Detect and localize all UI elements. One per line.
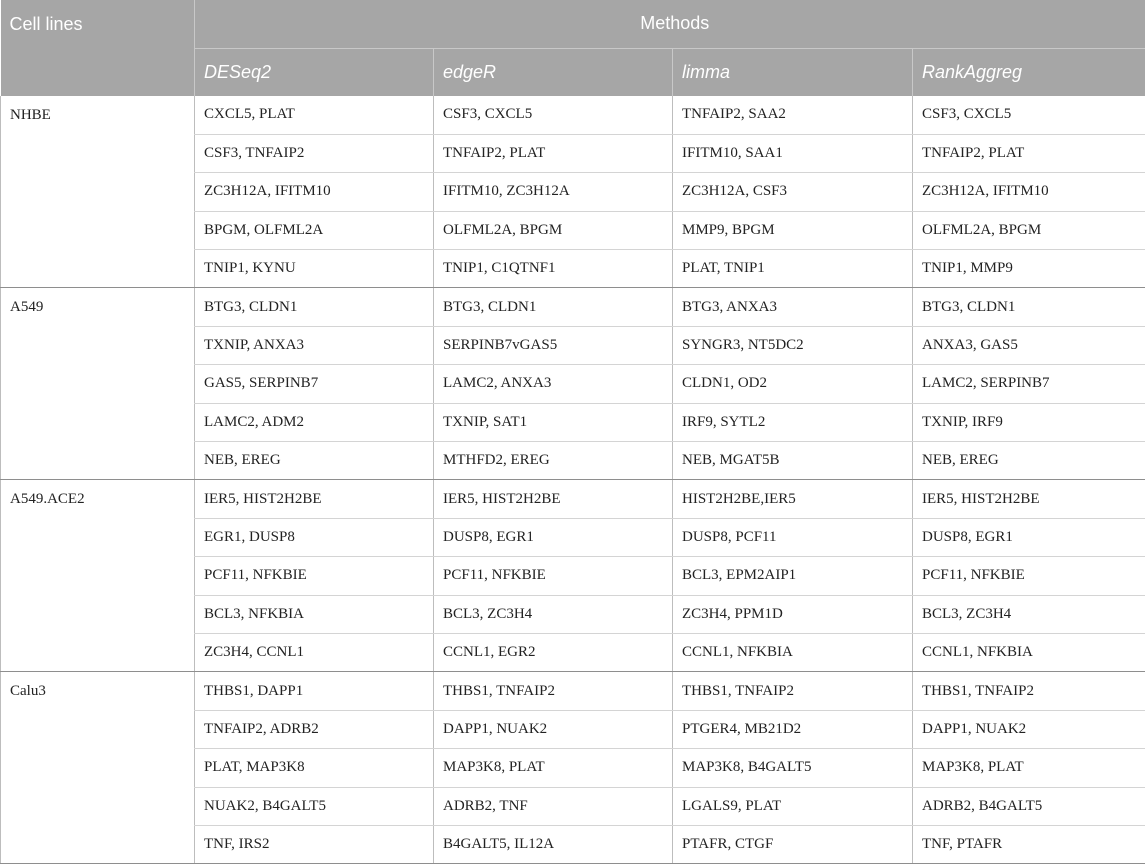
gene-pair-cell: TNIP1, MMP9 bbox=[913, 250, 1145, 288]
table-header bbox=[1, 0, 1145, 96]
gene-pair-cell: CLDN1, OD2 bbox=[673, 365, 913, 403]
gene-pair-cell: TNIP1, C1QTNF1 bbox=[434, 250, 673, 288]
gene-pair-cell: CSF3, CXCL5 bbox=[913, 96, 1145, 134]
gene-pair-cell: BCL3, ZC3H4 bbox=[913, 595, 1145, 633]
cell-line-label: A549.ACE2 bbox=[1, 480, 195, 672]
gene-pair-cell: ZC3H12A, IFITM10 bbox=[913, 173, 1145, 211]
gene-pair-cell: LAMC2, ANXA3 bbox=[434, 365, 673, 403]
gene-pair-cell: CCNL1, NFKBIA bbox=[913, 633, 1145, 671]
gene-pair-cell: IER5, HIST2H2BE bbox=[434, 480, 673, 518]
gene-pair-cell: DAPP1, NUAK2 bbox=[434, 710, 673, 748]
gene-pair-cell: TNFAIP2, PLAT bbox=[913, 134, 1145, 172]
gene-pair-cell: ADRB2, TNF bbox=[434, 787, 673, 825]
gene-pair-cell: BCL3, ZC3H4 bbox=[434, 595, 673, 633]
method-header-deseq2: DESeq2 bbox=[195, 48, 434, 96]
gene-pair-cell: GAS5, SERPINB7 bbox=[195, 365, 434, 403]
gene-pair-cell: HIST2H2BE,IER5 bbox=[673, 480, 913, 518]
table-row bbox=[1, 480, 1145, 518]
table-row bbox=[1, 96, 1145, 134]
gene-pair-cell: CXCL5, PLAT bbox=[195, 96, 434, 134]
gene-pair-cell: SERPINB7vGAS5 bbox=[434, 326, 673, 364]
gene-pair-cell: MTHFD2, EREG bbox=[434, 442, 673, 480]
gene-pair-cell: ZC3H4, PPM1D bbox=[673, 595, 913, 633]
gene-pair-cell: MAP3K8, B4GALT5 bbox=[673, 749, 913, 787]
gene-pair-cell: BTG3, CLDN1 bbox=[913, 288, 1145, 326]
gene-pair-cell: DUSP8, EGR1 bbox=[913, 518, 1145, 556]
gene-pair-cell: CSF3, CXCL5 bbox=[434, 96, 673, 134]
gene-pair-cell: BCL3, NFKBIA bbox=[195, 595, 434, 633]
gene-pair-cell: IER5, HIST2H2BE bbox=[913, 480, 1145, 518]
gene-pair-cell: TNF, IRS2 bbox=[195, 825, 434, 863]
gene-pair-cell: CCNL1, NFKBIA bbox=[673, 633, 913, 671]
gene-pair-cell: ZC3H12A, CSF3 bbox=[673, 173, 913, 211]
gene-pair-cell: BPGM, OLFML2A bbox=[195, 211, 434, 249]
gene-pair-cell: DUSP8, PCF11 bbox=[673, 518, 913, 556]
gene-pair-cell: IFITM10, SAA1 bbox=[673, 134, 913, 172]
gene-pair-cell: THBS1, TNFAIP2 bbox=[913, 672, 1145, 710]
gene-pair-cell: NUAK2, B4GALT5 bbox=[195, 787, 434, 825]
gene-pair-cell: MMP9, BPGM bbox=[673, 211, 913, 249]
gene-pair-cell: CCNL1, EGR2 bbox=[434, 633, 673, 671]
gene-pair-cell: ZC3H12A, IFITM10 bbox=[195, 173, 434, 211]
table-row bbox=[1, 288, 1145, 326]
gene-pair-cell: BCL3, EPM2AIP1 bbox=[673, 557, 913, 595]
gene-pair-cell: DUSP8, EGR1 bbox=[434, 518, 673, 556]
cell-line-label: NHBE bbox=[1, 96, 195, 288]
gene-pair-cell: IRF9, SYTL2 bbox=[673, 403, 913, 441]
gene-pair-cell: PLAT, MAP3K8 bbox=[195, 749, 434, 787]
gene-pair-cell: PLAT, TNIP1 bbox=[673, 250, 913, 288]
method-header-edger: edgeR bbox=[434, 48, 673, 96]
gene-pair-cell: TXNIP, ANXA3 bbox=[195, 326, 434, 364]
gene-pair-cell: NEB, EREG bbox=[195, 442, 434, 480]
gene-pair-cell: PCF11, NFKBIE bbox=[913, 557, 1145, 595]
method-header-limma: limma bbox=[673, 48, 913, 96]
gene-pair-cell: TNFAIP2, PLAT bbox=[434, 134, 673, 172]
gene-pair-cell: BTG3, ANXA3 bbox=[673, 288, 913, 326]
gene-pair-cell: THBS1, DAPP1 bbox=[195, 672, 434, 710]
gene-pair-cell: THBS1, TNFAIP2 bbox=[434, 672, 673, 710]
gene-pair-cell: TNFAIP2, SAA2 bbox=[673, 96, 913, 134]
gene-pair-cell: CSF3, TNFAIP2 bbox=[195, 134, 434, 172]
gene-pair-cell: TNIP1, KYNU bbox=[195, 250, 434, 288]
gene-pair-cell: MAP3K8, PLAT bbox=[434, 749, 673, 787]
gene-pair-cell: ADRB2, B4GALT5 bbox=[913, 787, 1145, 825]
gene-pair-cell: DAPP1, NUAK2 bbox=[913, 710, 1145, 748]
cell-line-label: A549 bbox=[1, 288, 195, 480]
gene-pair-cell: B4GALT5, IL12A bbox=[434, 825, 673, 863]
gene-pair-cell: SYNGR3, NT5DC2 bbox=[673, 326, 913, 364]
gene-pair-cell: THBS1, TNFAIP2 bbox=[673, 672, 913, 710]
cell-lines-header: Cell lines bbox=[1, 0, 195, 96]
gene-pair-cell: IFITM10, ZC3H12A bbox=[434, 173, 673, 211]
gene-pair-cell: NEB, EREG bbox=[913, 442, 1145, 480]
gene-pair-cell: EGR1, DUSP8 bbox=[195, 518, 434, 556]
table-body bbox=[1, 96, 1145, 864]
gene-pair-cell: OLFML2A, BPGM bbox=[434, 211, 673, 249]
gene-pair-cell: TNFAIP2, ADRB2 bbox=[195, 710, 434, 748]
cell-line-label: Calu3 bbox=[1, 672, 195, 864]
gene-pair-cell: BTG3, CLDN1 bbox=[434, 288, 673, 326]
gene-pair-cell: OLFML2A, BPGM bbox=[913, 211, 1145, 249]
gene-pair-cell: MAP3K8, PLAT bbox=[913, 749, 1145, 787]
table-row bbox=[1, 672, 1145, 710]
gene-pair-cell: BTG3, CLDN1 bbox=[195, 288, 434, 326]
gene-pair-cell: TXNIP, SAT1 bbox=[434, 403, 673, 441]
gene-pair-cell: LAMC2, ADM2 bbox=[195, 403, 434, 441]
gene-pair-cell: LGALS9, PLAT bbox=[673, 787, 913, 825]
gene-pair-cell: TNF, PTAFR bbox=[913, 825, 1145, 863]
method-header-rankaggreg: RankAggreg bbox=[913, 48, 1145, 96]
gene-pair-cell: LAMC2, SERPINB7 bbox=[913, 365, 1145, 403]
gene-pair-cell: NEB, MGAT5B bbox=[673, 442, 913, 480]
gene-pair-cell: PCF11, NFKBIE bbox=[434, 557, 673, 595]
gene-pair-cell: ANXA3, GAS5 bbox=[913, 326, 1145, 364]
gene-pair-cell: IER5, HIST2H2BE bbox=[195, 480, 434, 518]
gene-pair-cell: PTAFR, CTGF bbox=[673, 825, 913, 863]
gene-pair-cell: ZC3H4, CCNL1 bbox=[195, 633, 434, 671]
gene-pair-cell: PCF11, NFKBIE bbox=[195, 557, 434, 595]
methods-header: Methods bbox=[195, 0, 1145, 48]
gene-pair-cell: PTGER4, MB21D2 bbox=[673, 710, 913, 748]
gene-pair-cell: TXNIP, IRF9 bbox=[913, 403, 1145, 441]
